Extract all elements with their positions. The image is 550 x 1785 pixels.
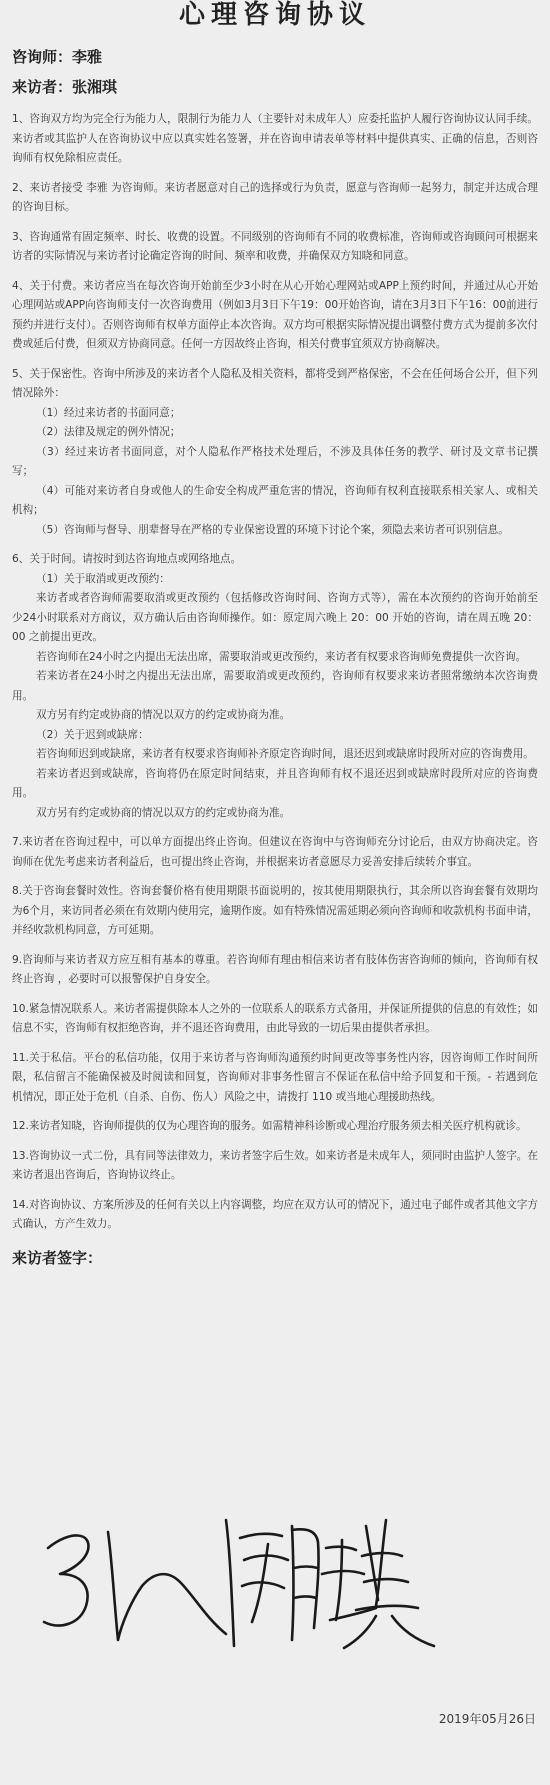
clause-6: 6、关于时间。请按时到达咨询地点或网络地点。 xyxy=(12,553,242,565)
clause-5-item-1: （1）经过来访者的书面同意； xyxy=(36,406,181,419)
clause-5: 5、关于保密性。咨询中所涉及的来访者个人隐私及相关资料，都将受到严格保密，不会在任何场合公开，但下列情况除外： xyxy=(12,367,538,399)
signature-date: 2019年05月26日 xyxy=(438,1712,536,1726)
client-line: 来访者：张湘琪 xyxy=(12,78,118,96)
clause-6-sub-1: （1）关于取消或更改预约： xyxy=(36,572,170,585)
clause-9: 9.咨询师与来访者双方应互相有基本的尊重。若咨询师有理由相信来访者有肢体伤害咨询师的倾向，咨询师有权终止咨询 ，必要时可以报警保护自身安全。 xyxy=(12,953,538,985)
clause-10: 10.紧急情况联系人。来访者需提供除本人之外的一位联系人的联系方式备用，并保证所提供的信息的有效性；如信息不实，咨询师有权拒绝咨询，并不退还咨询费用，由此导致的一切后果由提供者承担。 xyxy=(12,1002,538,1034)
clause-3: 3、咨询通常有固定频率、时长、收费的设置。不同级别的咨询师有不同的收费标准，咨询师或咨询顾问可根据来访者的实际情况与来访者讨论确定咨询的时间、频率和收费，并确保双方知晓和同意。 xyxy=(12,230,538,262)
clause-7: 7.来访者在咨询过程中，可以单方面提出终止咨询。但建议在咨询中与咨询师充分讨论后，由双方协商决定。咨询师在优先考虑来访者利益后，也可提出终止咨询，并根据来访者意愿尽力妥善安排后续转介事宜。 xyxy=(12,836,538,868)
clause-6-sub-2-b: 若来访者迟到或缺席，咨询将仍在原定时间结束，并且咨询师有权不退还迟到或缺席时段所对应的咨询费用。 xyxy=(12,767,538,799)
clause-5-item-2: （2）法律及规定的例外情况； xyxy=(36,426,181,438)
clause-6-sub-1-b: 若咨询师在24小时之内提出无法出席，需要取消或更改预约，来访者有权要求咨询师免费提供一次咨询。 xyxy=(36,650,527,663)
clause-13: 13.咨询协议一式二份，具有同等法律效力，来访者签字后生效。如来访者是未成年人，须同时由监护人签字。在来访者退出咨询后，咨询协议终止。 xyxy=(12,1149,538,1181)
clause-14: 14.对咨询协议、方案所涉及的任何有关以上内容调整，均应在双方认可的情况下，通过电子邮件或者其他文字方式确认，方产生效力。 xyxy=(12,1198,538,1230)
clause-6-sub-1-c: 若来访者在24小时之内提出无法出席，需要取消或更改预约，咨询师有权要求来访者照常缴纳本次咨询费用。 xyxy=(12,670,538,702)
clause-6-sub-1-a: 来访者或者咨询师需要取消或更改预约（包括修改咨询时间、咨询方式等），需在本次预约的咨询开始前至少24小时联系对方商议，双方确认后由咨询师操作。如：原定周六晚上 20：00 开始的咨询，请在周五晚 20：00 之前提出更改。 xyxy=(12,592,538,643)
clause-8: 8.关于咨询套餐时效性。咨询套餐价格有使用期限书面说明的，按其使用期限执行，其余所以咨询套餐有效期均为6个月，来访同者必须在有效期内使用完，逾期作废。如有特殊情况需延期必须向咨询师和收款机构书面申请，并经收款机构同意，方可延期。 xyxy=(12,885,538,936)
clause-11: 11.关于私信。平台的私信功能，仅用于来访者与咨询师沟通预约时间更改等事务性内容，因咨询师工作时间所限，私信留言不能确保被及时阅读和回复，咨询师对非事务性留言不保证在私信中给予回复和干预。- 若遇到危机情况，即正处于危机（自杀、自伤、伤人）风险之中，请拨打 110 或当地心理援助热线。 xyxy=(12,1051,538,1103)
clause-5-item-5: （5）咨询师与督导、朋辈督导在严格的专业保密设置的环境下讨论个案，须隐去来访者可识别信息。 xyxy=(36,523,509,536)
signature-label: 来访者签字： xyxy=(12,1248,103,1267)
clause-6-sub-1-d: 双方另有约定或协商的情况以双方的约定或协商为准。 xyxy=(36,709,291,721)
clause-5-item-3: （3）经过来访者书面同意，对个人隐私作严格技术处理后，不涉及具体任务的教学、研讨及文章书记撰写； xyxy=(12,445,538,477)
document-title: 心理咨询协议 xyxy=(178,0,371,30)
handwritten-signature xyxy=(30,1490,450,1660)
clause-1: 1、咨询双方均为完全行为能力人，限制行为能力人（主要针对未成年人）应委托监护人履行咨询协议认同手续。来访者或其监护人在咨询协议中应以真实姓名签署，并在咨询申请表单等材料中提供真实、正确的信息，否则咨询师有权免除相应责任。 xyxy=(12,113,538,164)
clause-6-sub-2: （2）关于迟到或缺席： xyxy=(36,728,149,741)
clause-2: 2、来访者接受 李雅 为咨询师。来访者愿意对自己的选择或行为负责，愿意与咨询师一起努力，制定并达成合理的咨询目标。 xyxy=(12,181,538,213)
clause-6-sub-2-c: 双方另有约定或协商的情况以双方的约定或协商为准。 xyxy=(36,806,291,819)
clause-5-item-4: （4）可能对来访者自身或他人的生命安全构成严重危害的情况，咨询师有权利直接联系相关家人、或相关机构； xyxy=(12,484,538,516)
clause-4: 4、关于付费。来访者应当在每次咨询开始前至少3小时在从心开始心理网站或APP上预约时间，并通过从心开始心理网站或APP向咨询师支付一次咨询费用（例如3月3日下午19：00开始咨询，请在3月3日下午16：00前进行预约并进行支付）。否则咨询师有权单方面停止本次咨询。双方均可根据实际情况提出调整付费方式为提前多次付费或延后付费，但须双方协商同意。任何一方因故终止咨询，相关付费事宜须双方协商解决。 xyxy=(12,279,538,350)
clause-12: 12.来访者知晓，咨询师提供的仅为心理咨询的服务。如需精神科诊断或心理治疗服务须去相关医疗机构就诊。 xyxy=(12,1120,527,1132)
clause-6-sub-2-a: 若咨询师迟到或缺席，来访者有权要求咨询师补齐原定咨询时间，退还迟到或缺席时段所对应的咨询费用。 xyxy=(36,748,534,760)
counselor-line: 咨询师：李雅 xyxy=(12,48,103,66)
